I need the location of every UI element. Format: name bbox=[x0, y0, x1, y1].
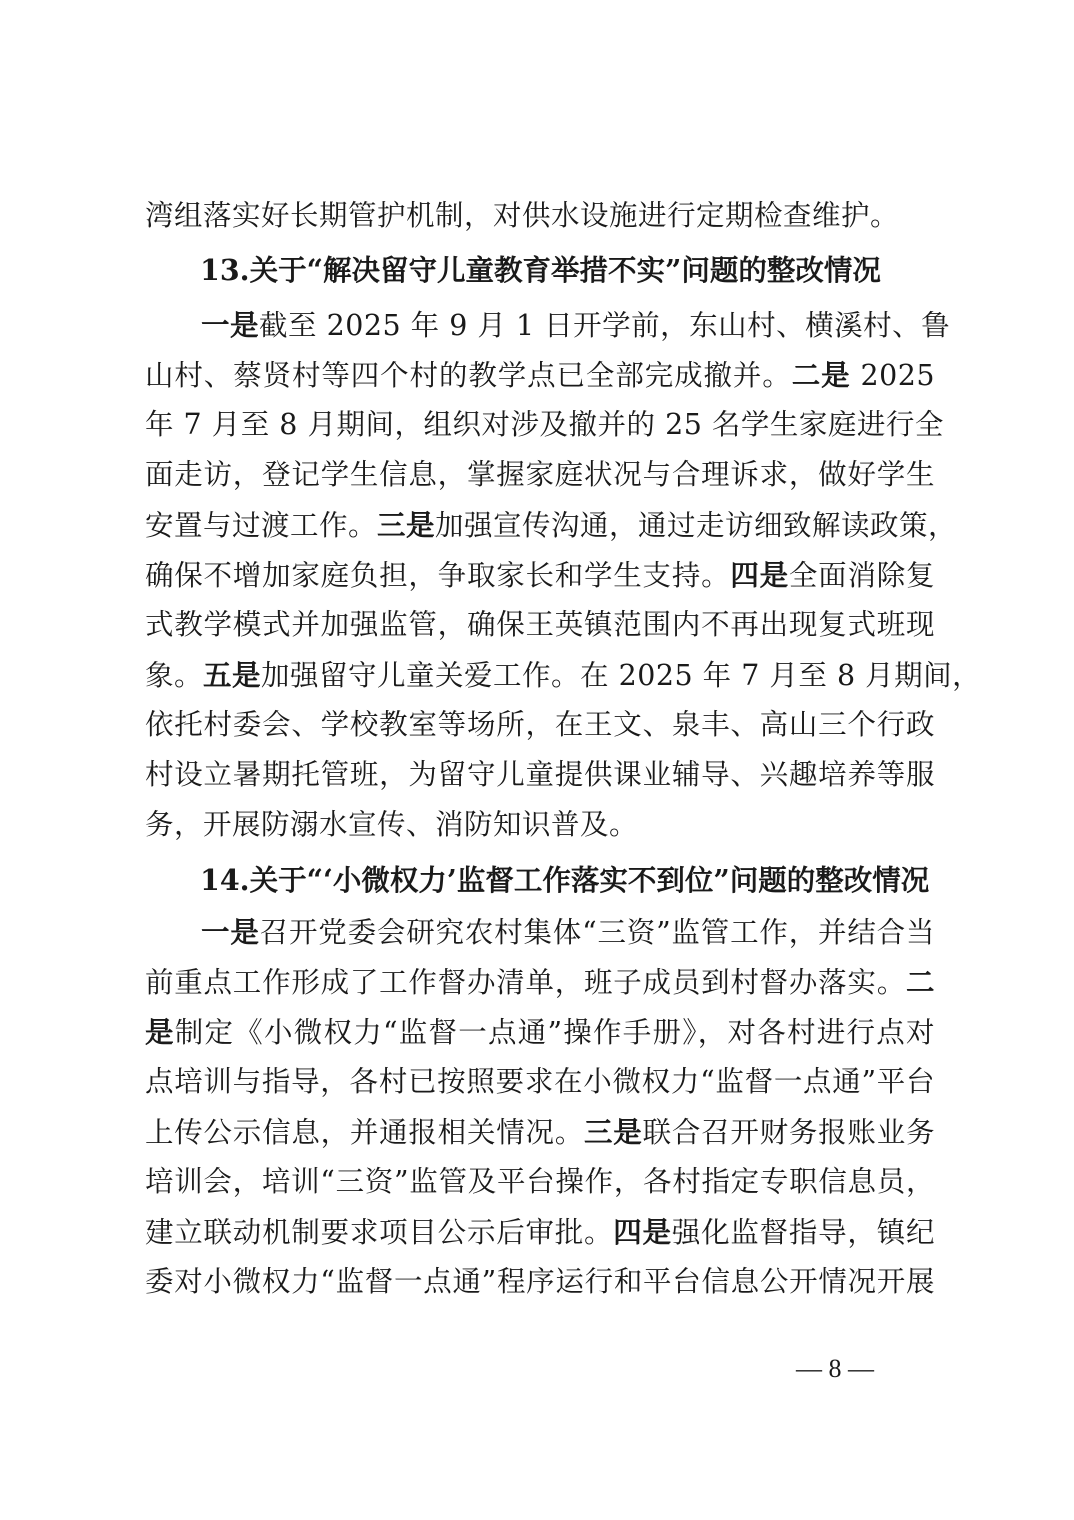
paragraph-line: 前重点工作形成了工作督办清单，班子成员到村督办落实。二 bbox=[145, 965, 935, 999]
bold-lead: 三是 bbox=[584, 1115, 643, 1149]
bold-lead: 五是 bbox=[203, 658, 262, 692]
bold-lead: 一是 bbox=[201, 308, 260, 342]
bold-lead: 一是 bbox=[201, 915, 260, 949]
paragraph-line: 点培训与指导，各村已按照要求在小微权力“监督一点通”平台 bbox=[145, 1065, 935, 1098]
paragraph-line: 村设立暑期托管班，为留守儿童提供课业辅导、兴趣培养等服 bbox=[145, 758, 935, 791]
paragraph-line: 依托村委会、学校教室等场所，在王文、泉丰、高山三个行政 bbox=[145, 708, 935, 741]
paragraph-line: 务，开展防溺水宣传、消防知识普及。 bbox=[145, 808, 639, 841]
page-number: — 8 — bbox=[796, 1354, 874, 1383]
bold-lead: 二 bbox=[905, 965, 935, 999]
section-heading-14: 14.关于“‘小微权力’监督工作落实不到位”问题的整改情况 bbox=[200, 863, 930, 897]
paragraph-line: 面走访，登记学生信息，掌握家庭状况与合理诉求，做好学生 bbox=[145, 458, 935, 491]
bold-lead: 四是 bbox=[613, 1215, 672, 1249]
paragraph-line: 上传公示信息，并通报相关情况。三是联合召开财务报账业务 bbox=[145, 1115, 935, 1149]
paragraph-line: 一是召开党委会研究农村集体“三资”监管工作，并结合当 bbox=[201, 915, 935, 949]
paragraph-line: 安置与过渡工作。三是加强宣传沟通，通过走访细致解读政策， bbox=[145, 508, 958, 542]
paragraph-line: 式教学模式并加强监管，确保王英镇范围内不再出现复式班现 bbox=[145, 608, 935, 641]
bold-lead: 三是 bbox=[377, 508, 436, 542]
paragraph-line: 象。五是加强留守儿童关爱工作。在 2025 年 7 月至 8 月期间， bbox=[145, 658, 982, 692]
paragraph-line: 建立联动机制要求项目公示后审批。四是强化监督指导，镇纪 bbox=[145, 1215, 935, 1249]
bold-lead: 二是 bbox=[791, 358, 851, 392]
section-heading-13: 13.关于“解决留守儿童教育举措不实”问题的整改情况 bbox=[200, 253, 881, 287]
paragraph-line: 湾组落实好长期管护机制，对供水设施进行定期检查维护。 bbox=[145, 199, 900, 232]
paragraph-line: 培训会，培训“三资”监管及平台操作，各村指定专职信息员， bbox=[145, 1165, 935, 1198]
bold-lead: 是 bbox=[145, 1015, 175, 1049]
paragraph-line: 是制定《小微权力“监督一点通”操作手册》，对各村进行点对 bbox=[145, 1015, 935, 1049]
bold-lead: 四是 bbox=[730, 558, 789, 592]
paragraph-line: 委对小微权力“监督一点通”程序运行和平台信息公开情况开展 bbox=[145, 1265, 935, 1298]
paragraph-line: 确保不增加家庭负担，争取家长和学生支持。四是全面消除复 bbox=[145, 558, 935, 592]
paragraph-line: 山村、蔡贤村等四个村的教学点已全部完成撤并。二是 2025 bbox=[145, 358, 935, 392]
paragraph-line: 一是截至 2025 年 9 月 1 日开学前，东山村、横溪村、鲁 bbox=[201, 308, 951, 342]
paragraph-line: 年 7 月至 8 月期间，组织对涉及撤并的 25 名学生家庭进行全 bbox=[145, 408, 944, 441]
